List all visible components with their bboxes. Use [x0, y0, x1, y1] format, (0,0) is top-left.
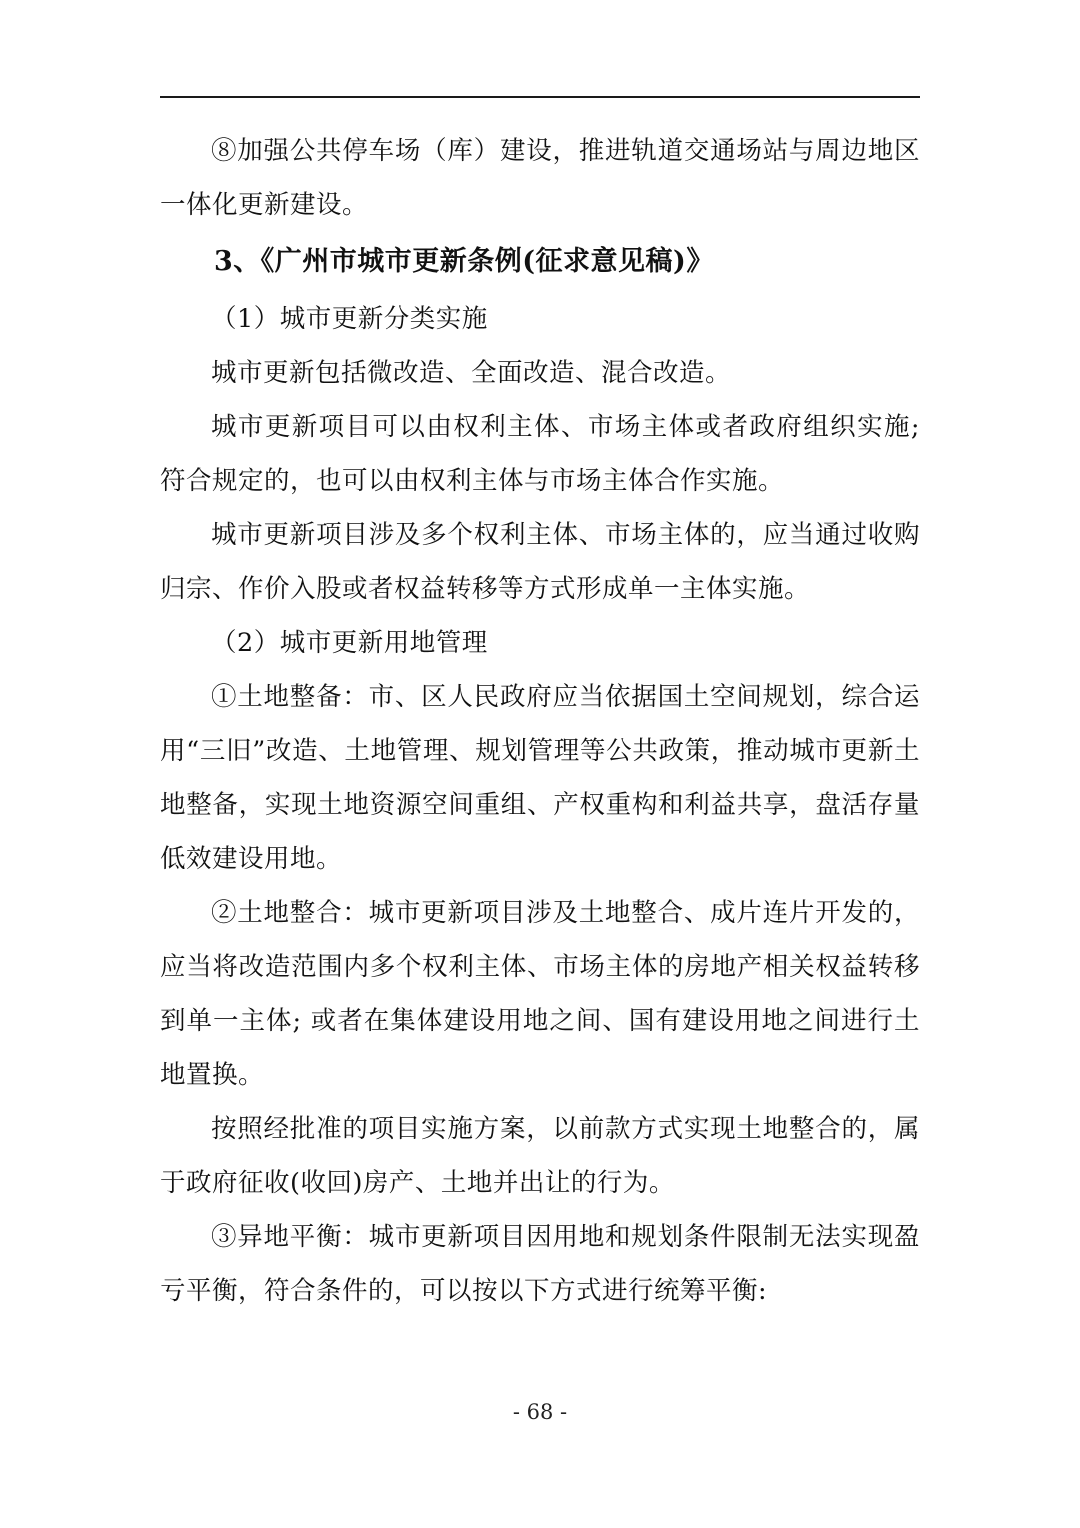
paragraph: 城市更新包括微改造、全面改造、混合改造。: [211, 358, 732, 388]
paragraph: （2）城市更新用地管理: [211, 628, 488, 658]
paragraph: ①土地整备：市、区人民政府应当依据国土空间规划，综合运用“三旧”改造、土地管理、规划管理等公共政策，推动城市更新土地整备，实现土地资源空间重组、产权重构和利益共享，盘活存量低效建设用地。: [160, 682, 920, 874]
paragraph: ②土地整合：城市更新项目涉及土地整合、成片连片开发的，应当将改造范围内多个权利主体、市场主体的房地产相关权益转移到单一主体; 或者在集体建设用地之间、国有建设用地之间进行土地置换。: [160, 898, 920, 1090]
paragraph: ③异地平衡：城市更新项目因用地和规划条件限制无法实现盈亏平衡，符合条件的，可以按以下方式进行统筹平衡:: [160, 1222, 920, 1306]
page-number: - 68 -: [512, 1400, 568, 1424]
paragraph: （1）城市更新分类实施: [211, 304, 488, 334]
section-heading: 3、《广州市城市更新条例(征求意见稿)》: [214, 246, 714, 277]
paragraph: 城市更新项目涉及多个权利主体、市场主体的，应当通过收购归宗、作价入股或者权益转移等方式形成单一主体实施。: [160, 520, 920, 604]
document-body: [160, 124, 920, 1318]
paragraph: ⑧加强公共停车场（库）建设，推进轨道交通场站与周边地区一体化更新建设。: [160, 136, 920, 220]
header-divider: [160, 96, 920, 98]
paragraph: 按照经批准的项目实施方案，以前款方式实现土地整合的，属于政府征收(收回)房产、土地并出让的行为。: [160, 1114, 920, 1198]
paragraph: 城市更新项目可以由权利主体、市场主体或者政府组织实施; 符合规定的，也可以由权利主体与市场主体合作实施。: [160, 412, 920, 496]
